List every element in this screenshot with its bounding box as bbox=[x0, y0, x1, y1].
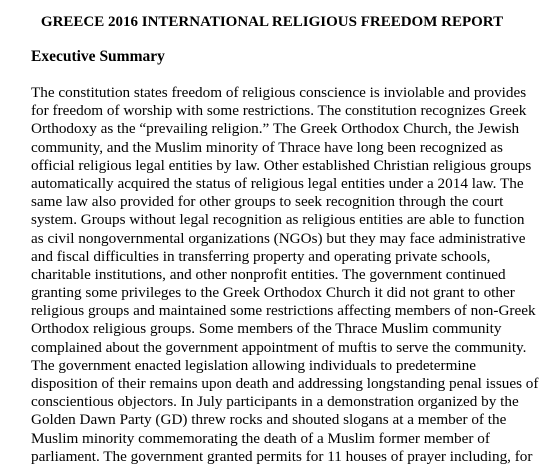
paragraph-line: conscientious objectors. In July participants in a demonstration organized by the bbox=[31, 393, 519, 411]
paragraph-line: for freedom of worship with some restrictions. The constitution recognizes Greek bbox=[31, 102, 527, 120]
paragraph-line: The constitution states freedom of religious conscience is inviolable and provides bbox=[31, 84, 527, 101]
body-paragraph bbox=[31, 84, 541, 466]
paragraph-line: religious groups and maintained some restrictions affecting members of non-Greek bbox=[31, 302, 536, 320]
paragraph-line: Muslim minority commemorating the death of a Muslim former member of bbox=[31, 429, 490, 447]
paragraph-line: complained about the government appointment of muftis to serve the community. bbox=[31, 338, 527, 356]
paragraph-line: same law also provided for other groups to seek recognition through the court bbox=[31, 193, 504, 211]
document-title: GREECE 2016 INTERNATIONAL RELIGIOUS FREEDOM REPORT bbox=[40, 14, 504, 30]
paragraph-line: Golden Dawn Party (GD) threw rocks and shouted slogans at a member of the bbox=[31, 411, 507, 429]
paragraph-line: as civil nongovernmental organizations (NGOs) but they may face administrative bbox=[31, 229, 526, 247]
paragraph-line: disposition of their remains upon death and addressing longstanding penal issues of bbox=[31, 375, 539, 392]
paragraph-line: and fiscal difficulties in transferring property and operating private schools, bbox=[31, 247, 491, 265]
paragraph-line: official religious legal entities by law. Other established Christian religious groups bbox=[31, 156, 532, 174]
section-heading: Executive Summary bbox=[31, 48, 165, 65]
paragraph-line: Orthodox religious groups. Some members of the Thrace Muslim community bbox=[31, 320, 502, 338]
paragraph-line: parliament. The government granted permits for 11 houses of prayer including, for bbox=[31, 447, 533, 465]
paragraph-line: automatically acquired the status of religious legal entities under a 2014 law. The bbox=[31, 174, 524, 192]
paragraph-line: Orthodoxy as the “prevailing religion.” The Greek Orthodox Church, the Jewish bbox=[31, 120, 520, 138]
paragraph-line: charitable institutions, and other nonprofit entities. The government continued bbox=[31, 265, 506, 283]
paragraph-line: granting some privileges to the Greek Orthodox Church it did not grant to other bbox=[31, 284, 515, 302]
paragraph-line: The government enacted legislation allowing individuals to predetermine bbox=[31, 356, 476, 374]
paragraph-line: community, and the Muslim minority of Thrace have long been recognized as bbox=[31, 138, 503, 156]
paragraph-line: system. Groups without legal recognition as religious entities are able to function bbox=[31, 211, 525, 229]
